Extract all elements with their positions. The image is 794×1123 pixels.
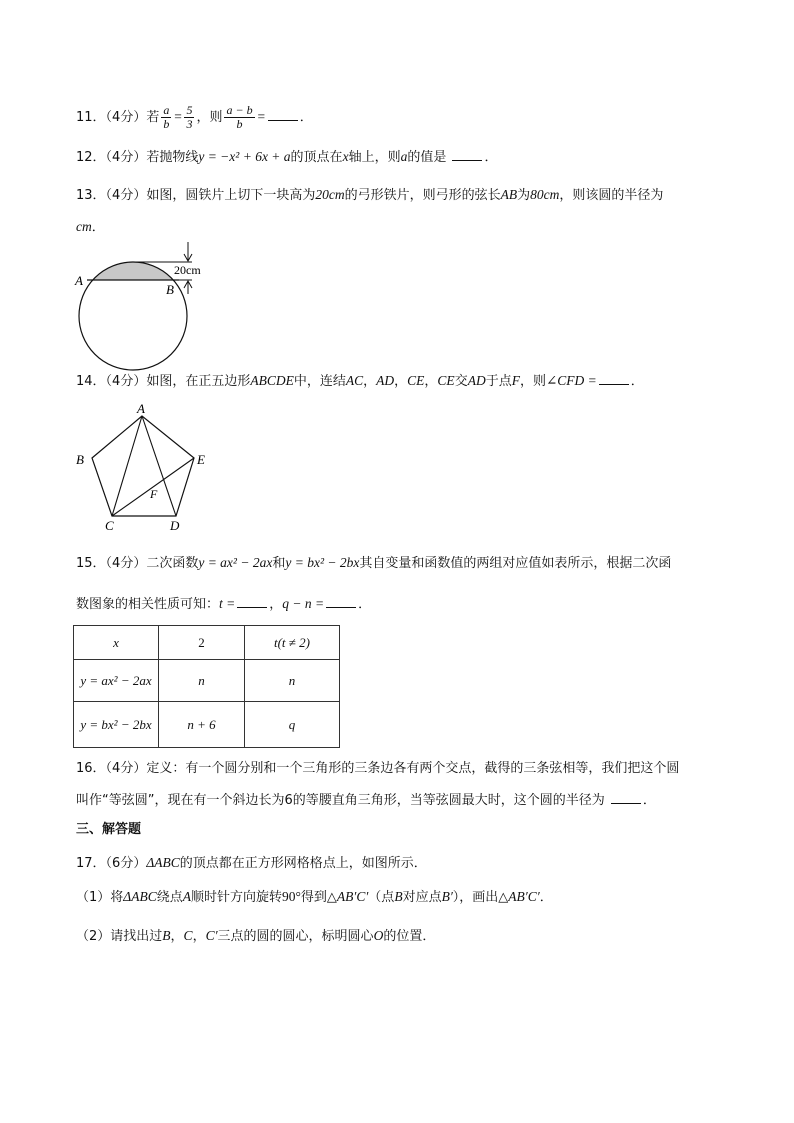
answer-blank-q-n[interactable]: [326, 595, 356, 608]
question-12: 12．（4分）若抛物线y = −x² + 6x + a的顶点在x轴上，则a的值是 ．: [76, 149, 498, 165]
segment-ac: [112, 416, 142, 516]
fraction-5-over-3: $\frac{5}{3}$: [186, 103, 193, 131]
question-14: 14．（4分）如图，在正五边形ABCDE中，连结AC，AD，CE，CE交AD于点F，则∠CFD = ．: [76, 373, 644, 389]
question-16-line1: 16．（4分）定义：有一个圆分别和一个三角形的三条边各有两个交点，截得的三条弦相等，我们把这个圆: [76, 761, 680, 776]
answer-blank[interactable]: [452, 148, 482, 161]
label-b: B: [76, 452, 84, 467]
table-cell: 2: [159, 626, 245, 660]
table-cell: x: [74, 626, 159, 660]
question-11: 11．（4分）若 $\frac{a}{b}$ = $\frac{5}{3}$ ，则 $\frac{a - b}{b}$ = ．: [76, 103, 313, 131]
question-15-line2: 数图象的相关性质可知：t = ，q − n = ．: [76, 596, 372, 612]
question-13-line1: 13．（4分）如图，圆铁片上切下一块高为20cm的弓形铁片，则弓形的弦长AB为80cm，则该圆的半径为: [76, 187, 664, 203]
table-cell: n + 6: [159, 702, 245, 748]
table-row: [74, 702, 340, 748]
answer-blank[interactable]: [611, 791, 641, 804]
label-e: E: [197, 452, 205, 467]
question-17: 17．（6分）ΔABC的顶点都在正方形网格格点上，如图所示．: [76, 855, 427, 871]
value-table: [73, 625, 340, 748]
table-cell: y = ax² − 2ax: [74, 660, 159, 702]
question-17-part1: （1）将ΔABC绕点A顺时针方向旋转90°得到△AB′C′（点B对应点B′），画出△AB′C′．: [76, 889, 553, 905]
label-20cm: 20cm: [174, 263, 201, 277]
question-15-line1: 15．（4分）二次函数y = ax² − 2ax和y = bx² − 2bx其自变量和函数值的两组对应值如表所示，根据二次函: [76, 555, 672, 571]
table-row: [74, 660, 340, 702]
table-cell: t(t ≠ 2): [245, 626, 340, 660]
label-a: A: [137, 401, 145, 416]
table-cell: n: [159, 660, 245, 702]
fraction-a-minus-b-over-b: $\frac{a - b}{b}$: [226, 103, 253, 131]
label-c: C: [105, 518, 114, 533]
table-row: [74, 626, 340, 660]
question-17-part2: （2）请找出过B，C，C′三点的圆的圆心，标明圆心O的位置．: [76, 928, 436, 944]
table-cell: n: [245, 660, 340, 702]
label-b: B: [166, 282, 174, 297]
label-a: A: [75, 273, 83, 288]
pentagon-figure: [70, 400, 220, 535]
question-13-line2: cm．: [76, 219, 105, 235]
answer-blank[interactable]: [599, 372, 629, 385]
fraction-a-over-b: $\frac{a}{b}$: [163, 103, 170, 131]
table-cell: y = bx² − 2bx: [74, 702, 159, 748]
answer-blank-t[interactable]: [237, 595, 267, 608]
label-d: D: [170, 518, 180, 533]
pentagon-abcde: [92, 416, 194, 516]
segment-ad: [142, 416, 176, 516]
section-title: 三、解答题: [76, 822, 142, 837]
answer-blank[interactable]: [268, 108, 298, 121]
label-f: F: [150, 487, 158, 501]
table-cell: q: [245, 702, 340, 748]
circle-segment-figure: [70, 236, 220, 371]
question-16-line2: 叫作“等弦圆”，现在有一个斜边长为6的等腰直角三角形，当等弦圆最大时，这个圆的半径为 ．: [76, 793, 656, 808]
